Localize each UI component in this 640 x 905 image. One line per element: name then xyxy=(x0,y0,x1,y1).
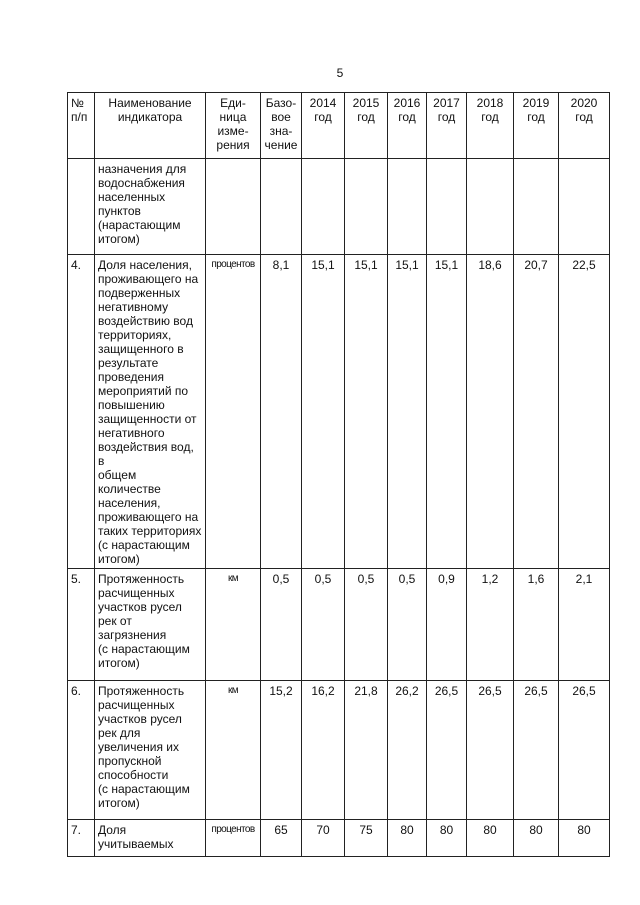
row-value: 15,1 xyxy=(345,255,388,569)
row-value xyxy=(345,159,388,255)
row-value: 15,1 xyxy=(388,255,427,569)
row-name: Протяженность расчищенных участков русел рек для увеличения их пропускной способности (с нарастающим итогом) xyxy=(95,681,206,820)
table-row xyxy=(68,569,610,681)
row-value: 0,5 xyxy=(388,569,427,681)
header-year: 2018 год xyxy=(467,93,514,159)
row-value: 0,5 xyxy=(302,569,345,681)
row-value: 18,6 xyxy=(467,255,514,569)
row-base: 8,1 xyxy=(261,255,302,569)
row-name: назначения для водоснабжения населенных пунктов (нарастающим итогом) xyxy=(95,159,206,255)
row-value: 80 xyxy=(559,820,610,857)
row-value: 80 xyxy=(514,820,559,857)
header-num: № п/п xyxy=(68,93,95,159)
table-row xyxy=(68,820,610,857)
indicators-table xyxy=(67,92,610,857)
row-value: 15,1 xyxy=(427,255,467,569)
header-year: 2016 год xyxy=(388,93,427,159)
row-value: 80 xyxy=(467,820,514,857)
row-value: 26,5 xyxy=(427,681,467,820)
table-row xyxy=(68,681,610,820)
row-unit: процентов xyxy=(206,820,261,857)
row-num: 5. xyxy=(68,569,95,681)
row-value xyxy=(467,159,514,255)
row-unit: км xyxy=(206,681,261,820)
row-value xyxy=(559,159,610,255)
row-num: 7. xyxy=(68,820,95,857)
table-row xyxy=(68,159,610,255)
row-value: 1,2 xyxy=(467,569,514,681)
header-year: 2015 год xyxy=(345,93,388,159)
row-value xyxy=(427,159,467,255)
row-value: 0,5 xyxy=(345,569,388,681)
header-year: 2020 год xyxy=(559,93,610,159)
row-base: 65 xyxy=(261,820,302,857)
header-unit: Еди- ница изме- рения xyxy=(206,93,261,159)
row-name: Доля населения, проживающего на подверженных негативному воздействию вод территориях, защищенного в результате проведения мероприятий по повышению защищенности от негативного воздействия вод, в общем количестве населения, проживающего на таких территориях (с нарастающим итогом) xyxy=(95,255,206,569)
row-value: 80 xyxy=(388,820,427,857)
table-row xyxy=(68,255,610,569)
row-value: 22,5 xyxy=(559,255,610,569)
row-num xyxy=(68,159,95,255)
page-number: 5 xyxy=(336,66,344,80)
row-name: Доля учитываемых xyxy=(95,820,206,857)
row-base xyxy=(261,159,302,255)
row-unit: процентов xyxy=(206,255,261,569)
row-value: 26,2 xyxy=(388,681,427,820)
row-value xyxy=(388,159,427,255)
row-base: 15,2 xyxy=(261,681,302,820)
row-value: 15,1 xyxy=(302,255,345,569)
row-value: 70 xyxy=(302,820,345,857)
header-year: 2019 год xyxy=(514,93,559,159)
row-value: 80 xyxy=(427,820,467,857)
row-base: 0,5 xyxy=(261,569,302,681)
row-name: Протяженность расчищенных участков русел рек от загрязнения (с нарастающим итогом) xyxy=(95,569,206,681)
row-value xyxy=(514,159,559,255)
row-value: 26,5 xyxy=(467,681,514,820)
header-year: 2017 год xyxy=(427,93,467,159)
row-value: 26,5 xyxy=(559,681,610,820)
row-value: 16,2 xyxy=(302,681,345,820)
header-year: 2014 год xyxy=(302,93,345,159)
row-value: 20,7 xyxy=(514,255,559,569)
row-value: 21,8 xyxy=(345,681,388,820)
header-row xyxy=(68,93,610,159)
row-num: 4. xyxy=(68,255,95,569)
header-base: Базо- вое зна- чение xyxy=(261,93,302,159)
row-value: 75 xyxy=(345,820,388,857)
row-unit: км xyxy=(206,569,261,681)
row-value xyxy=(302,159,345,255)
row-value: 26,5 xyxy=(514,681,559,820)
row-value: 0,9 xyxy=(427,569,467,681)
row-value: 2,1 xyxy=(559,569,610,681)
row-num: 6. xyxy=(68,681,95,820)
header-name: Наименование индикатора xyxy=(95,93,206,159)
row-unit xyxy=(206,159,261,255)
row-value: 1,6 xyxy=(514,569,559,681)
